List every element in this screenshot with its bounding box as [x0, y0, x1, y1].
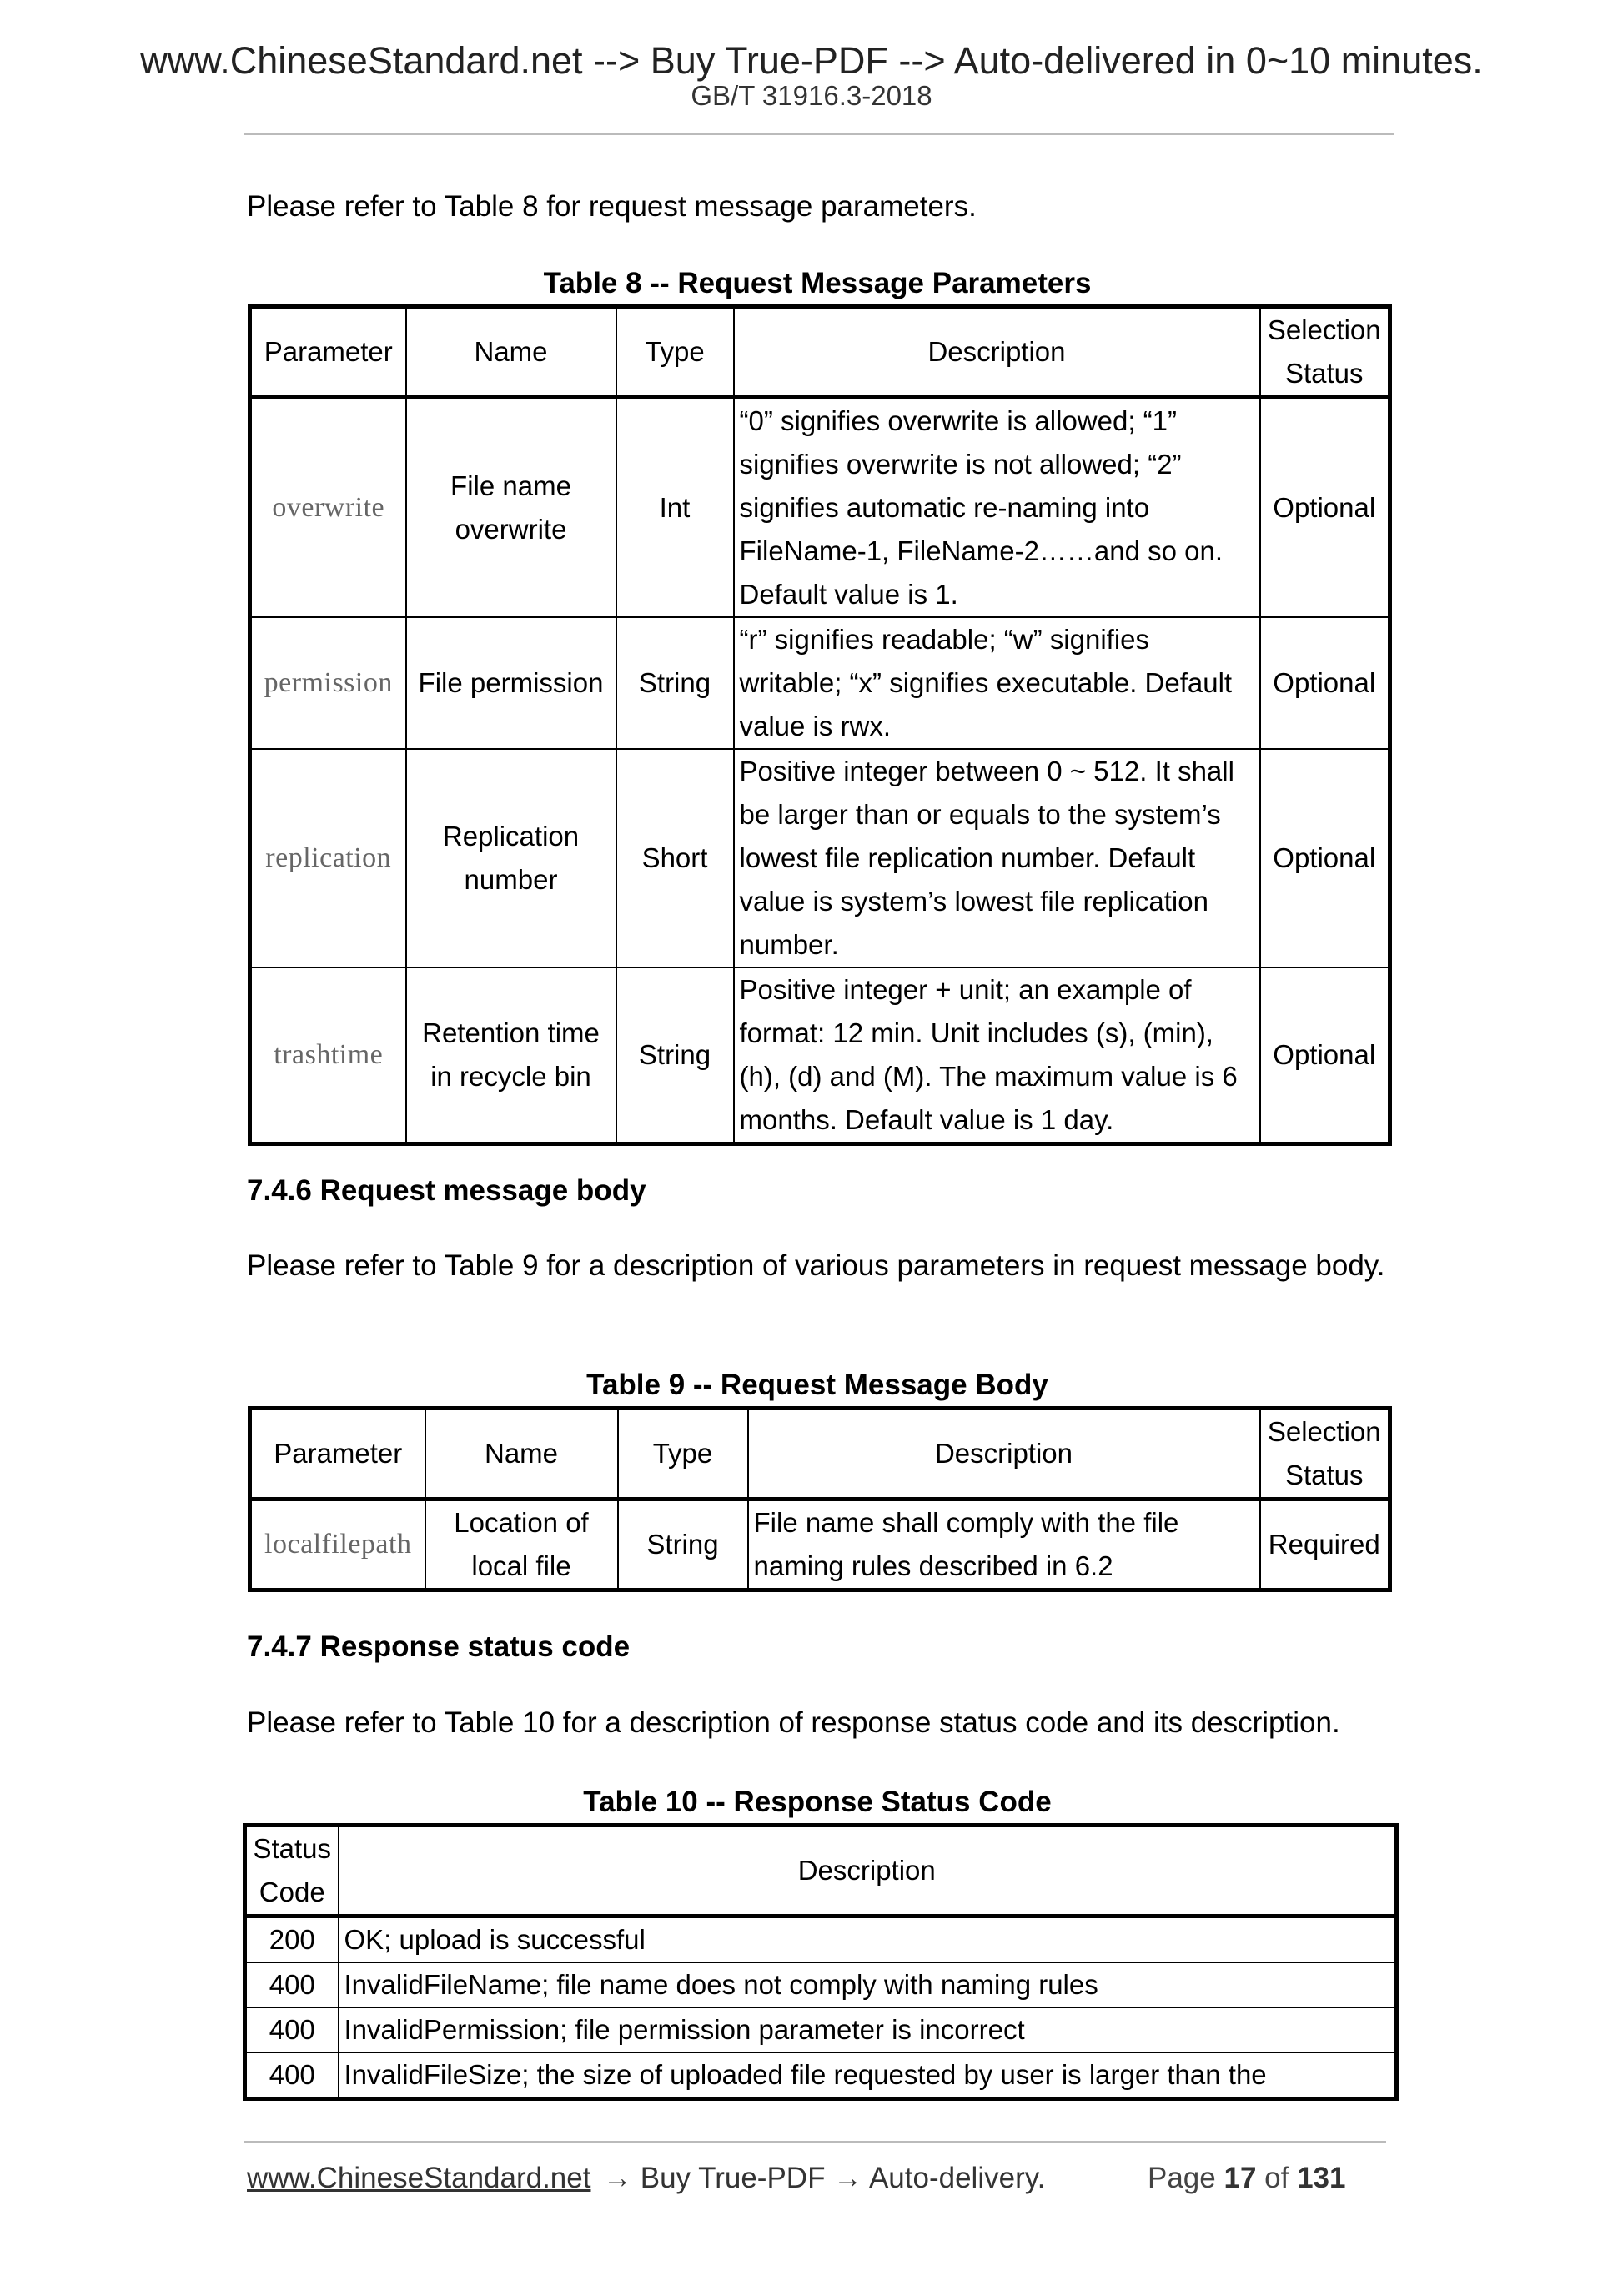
param-cell: replication [250, 749, 406, 967]
table8-caption: Table 8 -- Request Message Parameters [543, 267, 1092, 299]
column-header: Description [339, 1826, 1397, 1917]
column-header: Description [748, 1409, 1260, 1500]
code-cell: 400 [245, 2007, 339, 2052]
description-cell: “0” signifies overwrite is allowed; “1” signifies overwrite is not allowed; “2” signifies automatic re-naming into FileName-1, FileName-2……and so on. Default value is 1. [734, 398, 1260, 618]
column-header: Name [406, 307, 616, 398]
table10 [243, 1823, 1399, 2101]
description-cell: Positive integer between 0 ~ 512. It shall be larger than or equals to the system’s lowest file replication number. Default value is system’s lowest file replication number. [734, 749, 1260, 967]
footer-divider [244, 2141, 1386, 2143]
table8 [248, 304, 1392, 1146]
column-header: Description [734, 307, 1260, 398]
type-cell: String [616, 617, 734, 749]
name-cell: Replication number [406, 749, 616, 967]
status-cell: Optional [1260, 398, 1390, 618]
description-cell: OK; upload is successful [339, 1917, 1397, 1963]
header-divider [244, 133, 1394, 135]
table-row [250, 967, 1390, 1144]
table-row [245, 2007, 1397, 2052]
footer-site-link[interactable]: www.ChineseStandard.net [247, 2162, 591, 2194]
param-cell: permission [250, 617, 406, 749]
type-cell: String [616, 967, 734, 1144]
table-row [250, 749, 1390, 967]
of-label: of [1264, 2162, 1289, 2194]
column-header: Selection Status [1260, 307, 1390, 398]
column-header: Name [425, 1409, 618, 1500]
section-heading: 7.4.6 Request message body [247, 1174, 646, 1207]
footer-tagline: → Buy True-PDF → Auto-delivery. [603, 2162, 1046, 2194]
table-row [245, 1917, 1397, 1963]
code-cell: 400 [245, 1962, 339, 2007]
name-cell: Location of local file [425, 1500, 618, 1590]
standard-number: GB/T 31916.3-2018 [691, 80, 932, 111]
column-header: Type [618, 1409, 748, 1500]
column-header: Status Code [245, 1826, 339, 1917]
param-cell: overwrite [250, 398, 406, 618]
status-cell: Optional [1260, 967, 1390, 1144]
status-cell: Required [1260, 1500, 1390, 1590]
column-header: Parameter [250, 1409, 425, 1500]
status-cell: Optional [1260, 617, 1390, 749]
section-text: Please refer to Table 10 for a description of response status code and its description. [247, 1706, 1340, 1739]
site-banner: www.ChineseStandard.net --> Buy True-PDF --> Auto-delivered in 0~10 minutes. [140, 39, 1483, 82]
param-cell: localfilepath [250, 1500, 425, 1590]
table-row [245, 1962, 1397, 2007]
column-header: Parameter [250, 307, 406, 398]
total-pages: 131 [1297, 2162, 1346, 2194]
description-cell: Positive integer + unit; an example of format: 12 min. Unit includes (s), (min), (h), (d) and (M). The maximum value is 6 months. Default value is 1 day. [734, 967, 1260, 1144]
page-label: Page [1148, 2162, 1216, 2194]
code-cell: 400 [245, 2052, 339, 2099]
description-cell: InvalidFileSize; the size of uploaded file requested by user is larger than the [339, 2052, 1397, 2099]
name-cell: File name overwrite [406, 398, 616, 618]
section-heading: 7.4.7 Response status code [247, 1630, 631, 1663]
column-header: Selection Status [1260, 1409, 1390, 1500]
description-cell: InvalidFileName; file name does not comply with naming rules [339, 1962, 1397, 2007]
table8-intro: Please refer to Table 8 for request message parameters. [247, 190, 977, 223]
description-cell: “r” signifies readable; “w” signifies writable; “x” signifies executable. Default value is rwx. [734, 617, 1260, 749]
page-indicator [1148, 2163, 1346, 2193]
description-cell: File name shall comply with the file naming rules described in 6.2 [748, 1500, 1260, 1590]
table-row [250, 617, 1390, 749]
table-row [250, 1500, 1390, 1590]
table-header-row [250, 307, 1390, 398]
table-row [245, 2052, 1397, 2099]
type-cell: Int [616, 398, 734, 618]
code-cell: 200 [245, 1917, 339, 1963]
param-cell: trashtime [250, 967, 406, 1144]
name-cell: File permission [406, 617, 616, 749]
description-cell: InvalidPermission; file permission parameter is incorrect [339, 2007, 1397, 2052]
type-cell: Short [616, 749, 734, 967]
table9-caption: Table 9 -- Request Message Body [586, 1369, 1048, 1401]
table-header-row [245, 1826, 1397, 1917]
table9 [248, 1406, 1392, 1592]
status-cell: Optional [1260, 749, 1390, 967]
name-cell: Retention time in recycle bin [406, 967, 616, 1144]
column-header: Type [616, 307, 734, 398]
page-number: 17 [1224, 2162, 1257, 2194]
section-text: Please refer to Table 9 for a description of various parameters in request message body. [247, 1249, 1385, 1282]
table-header-row [250, 1409, 1390, 1500]
type-cell: String [618, 1500, 748, 1590]
table10-caption: Table 10 -- Response Status Code [583, 1786, 1052, 1818]
table-row [250, 398, 1390, 618]
